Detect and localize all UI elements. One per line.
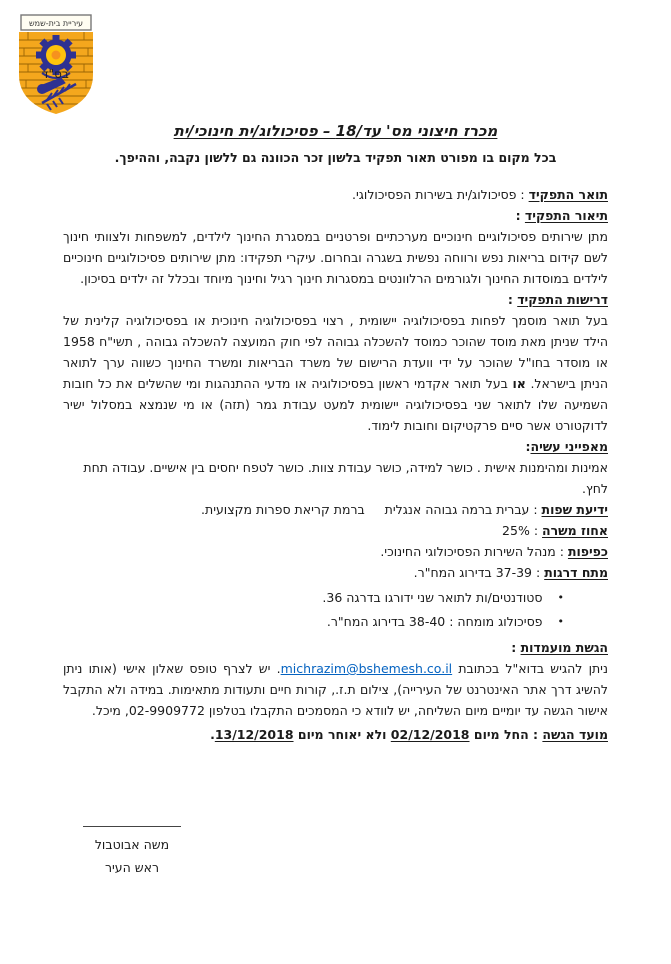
- requirements-heading: [63, 289, 608, 310]
- submission-colon: :: [511, 640, 521, 655]
- list-item: [63, 586, 564, 610]
- signature-name: משה אבוטבול: [94, 837, 170, 852]
- list-item: [63, 610, 564, 634]
- requirements-colon: :: [507, 292, 518, 307]
- job-description-colon: :: [515, 208, 525, 223]
- email-link[interactable]: michrazim@bshemesh.co.il: [280, 661, 453, 676]
- work-traits-heading: [63, 436, 608, 457]
- tender-title: מכרז חיצוני מס' עד/18 – פסיכולוג/ית חינוכי/ית: [173, 122, 498, 140]
- job-title-text: : פסיכולוג/ית בשירות הפסיכולוגי.: [352, 187, 529, 202]
- job-title-label: תואר התפקיד: [528, 187, 608, 202]
- job-description-heading: [63, 205, 608, 226]
- languages-text: : עברית ברמה גבוהה אנגלית ברמת קריאת ספרות מקצועית.: [201, 502, 542, 517]
- job-percent-label: אחוז משרה: [542, 523, 608, 538]
- job-description-label: תיאור התפקיד: [524, 208, 608, 223]
- submission-paragraph: [63, 658, 608, 721]
- requirements-paragraph: [63, 310, 608, 436]
- bsd-mark: בס"ד: [42, 67, 69, 81]
- job-description-paragraph: מתן שירותים פסיכולוגיים חינוכיים מערכתיים ופרטניים במסגרת החינוך לילדים, למשפחות ולצוותי חינוך לשם קידום בריאות נפש ורווחה נפשית בשגרה ובחרום. עיקרי תפקידו: מתן שירותים פסיכולוגיים חינוכיים לילדים במוסדות החינוך ולגורמים הרלוונטים במסגרות חינוך רגיל וחינוך מיוחד ובכלל זה ילדים בסיכון.: [63, 229, 608, 286]
- requirements-text-1: בעל תואר מוסמך לפחות בפסיכולוגיה יישומית , רצוי בפסיכולוגיה חינוכית או בפסיכולוגיה קלינית של הילד שניתן מאת מוסד שהוכר כמוסד להשכלה גבוהה לפי חוק המועצה להשכלה גבוהה , תשי"ח 1958 או מוסדר בחו"ל שהוכר על ידי וועדת הרישום של משרד הבריאות ומשרד החינוך כשווה ערך לתואר הניתן בישראל.: [63, 313, 609, 391]
- grade-range-text: : 37-39 בדירוג המח"ר.: [413, 565, 545, 580]
- deadline-start-date: 02/12/2018: [390, 727, 470, 742]
- grade-range-line: [63, 562, 608, 583]
- submission-label: הגשת מועמדות: [520, 640, 608, 655]
- requirements-or: או: [512, 376, 526, 391]
- requirements-label: דרישות התפקיד: [517, 292, 608, 307]
- submission-text-2: . יש לצרף טופס שאלון אישי (אותו ניתן להשיג דרך אתר האינטרנט של העירייה), צילום ת.ז., קורות חיים ותעודות מתאימות. במידה ולא התקבל אישור הגשה עד יומיים מיום השליחה, יש לוודא כי המסמכים התקבלו בטלפון 02-9909772, מיכל.: [63, 661, 608, 718]
- gender-note: בכל מקום בו מפורט תאור תפקיד בלשון זכר הכוונה גם ללשון נקבה, וההיפך.: [114, 150, 557, 165]
- sun-center: [52, 51, 61, 60]
- deadline-mid: ולא יאוחר מיום: [293, 727, 391, 742]
- document-body: [63, 184, 608, 745]
- bullet-icon: •: [557, 615, 564, 628]
- submission-text-1: ניתן להגיש בדוא"ל בכתובת: [452, 661, 608, 676]
- work-traits-label: מאפייני עשיה: [530, 439, 608, 454]
- requirements-text-2: בעל תואר אקדמי ראשון בפסיכולוגיה או מדעי ההתנהגות ומי שהשלים את כל חובות השמיעה שלו לתואר שני בפסיכולוגיה יישומית למעט עבודת גמר (תזה) או מי שנמצא במסלול ישיר לדוקטורט אשר סיים פרקטיקום וחובות לימוד.: [63, 376, 608, 433]
- work-traits-paragraph: אמינות ומהימנות אישית . כושר למידה, כושר עבודת צוות. כושר לטפח יחסים בין אישיים. עבודה תחת לחץ.: [83, 460, 608, 496]
- work-traits-colon: :: [525, 439, 531, 454]
- deadline-line: [63, 724, 608, 745]
- deadline-label: מועד הגשה: [542, 727, 608, 742]
- deadline-suffix: .: [210, 727, 215, 742]
- signature-block: [83, 826, 181, 875]
- logo-banner-text: עיריית בית-שמש: [28, 19, 84, 28]
- signature-role: ראש העיר: [104, 860, 160, 875]
- job-percent-text: : 25%: [502, 523, 543, 538]
- languages-label: ידיעת שפות: [541, 502, 608, 517]
- bullet-icon: •: [557, 591, 564, 604]
- submission-heading: [63, 637, 608, 658]
- deadline-pre: : החל מיום: [469, 727, 543, 742]
- job-percent-line: [63, 520, 608, 541]
- reporting-line: [63, 541, 608, 562]
- job-title-line: [63, 184, 608, 205]
- languages-line: [63, 499, 608, 520]
- reporting-label: כפיפות: [567, 544, 608, 559]
- reporting-text: : מנהל השירות הפסיכולוגי החינוכי.: [380, 544, 568, 559]
- signature-line: [83, 826, 181, 827]
- deadline-end-date: 13/12/2018: [214, 727, 294, 742]
- bullet-text-expert: פסיכולוג מומחה : 38-40 בדירוג המח"ר.: [326, 614, 543, 629]
- grade-range-label: מתח דרגות: [544, 565, 608, 580]
- bullet-text-students: סטודנטים/ות לתואר שני ידורגו בדרגה 36.: [322, 590, 543, 605]
- grade-bullets: [63, 583, 608, 637]
